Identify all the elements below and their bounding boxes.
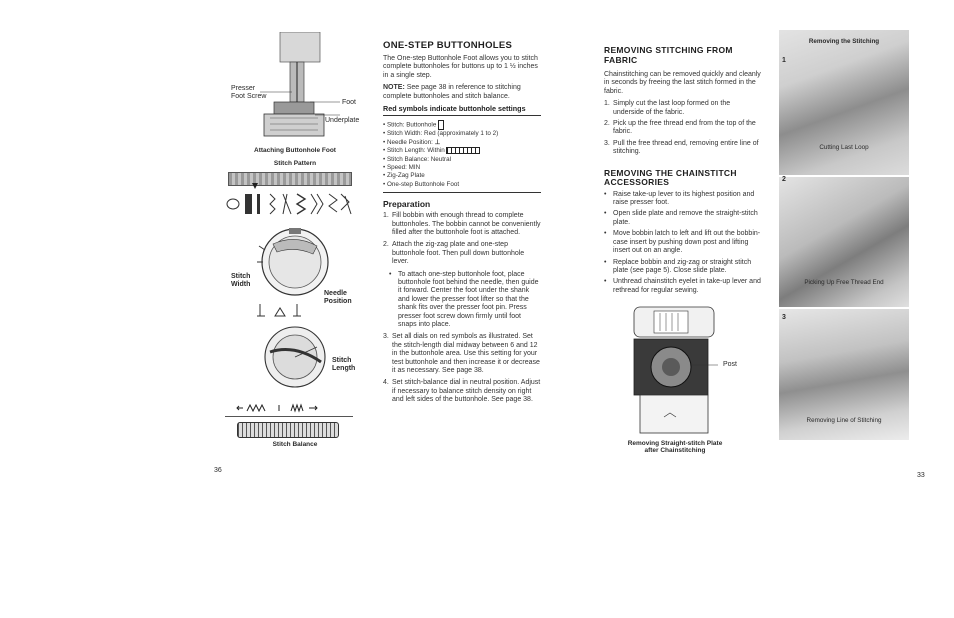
picking-thread-photo [779, 177, 909, 307]
removing-step: 1. Simply cut the last loop formed on the underside of the fabric. [604, 100, 731, 116]
underplate-label: Underplate [325, 117, 360, 124]
accessories-list [604, 191, 761, 295]
length-range-icon [446, 147, 480, 154]
bobbin-plate-illustration [630, 305, 720, 435]
removing-steps [604, 100, 761, 156]
accessory-step: • Replace bobbin and zig-zag or straight stitch plate (see page 5). Close slide plate. [604, 258, 752, 274]
prep-step: 2. Attach the zig-zag plate and one-step buttonhole foot. Then pull down buttonhole lever. [383, 241, 525, 266]
settings-top-rule [383, 115, 541, 116]
foot-label: Foot [342, 99, 357, 106]
stitch-balance-symbols [235, 403, 355, 413]
stitch-balance-label: Stitch Balance [272, 441, 318, 448]
setting-item: • Stitch: Buttonhole [383, 120, 541, 130]
photo-caption: Cutting Last Loop [819, 144, 869, 151]
photo-header: Removing the Stitching [808, 38, 880, 45]
prep-sub-step: • To attach one-step buttonhole foot, place buttonhole foot behind the needle, then guide it forward. Center the foot under the shank and lower the presser foot lifter so that the shank fits over the presser foot pin. Press presser foot screw down firmly until foot snaps into place. [389, 270, 539, 328]
removing-intro: Chainstitching can be removed quickly and cleanly in seconds by freeing the last stitch formed in the fabric. [604, 71, 761, 95]
removing-step: 2. Pick up the free thread end from the top of the fabric. [604, 120, 756, 136]
photo-number: 2 [782, 176, 786, 183]
prep-step: 1. Fill bobbin with enough thread to complete buttonholes. The bobbin cannot be conveniently filled after the buttonhole foot is attached. [383, 212, 541, 236]
settings-heading: Red symbols indicate buttonhole settings [383, 104, 526, 114]
preparation-heading: Preparation [383, 199, 431, 210]
needle-symbol-icon: ⊥ [434, 138, 441, 146]
stitch-length-dial [255, 322, 335, 392]
setting-item: • Zig-Zag Plate [383, 172, 425, 180]
needle-position-label: Needle Position [324, 290, 352, 305]
note-paragraph [383, 84, 541, 101]
needle-position-icons [255, 302, 305, 322]
photo-number: 1 [782, 57, 786, 64]
prep-step: 3. Set all dials on red symbols as illustrated. Set the stitch-length dial midway between 6 and 12 in the buttonhole area. Use this setting for your test buttonhole and then increase it or decrease it as necessary. See page 38. [383, 333, 540, 375]
setting-item: • Stitch Length: Within [383, 147, 541, 156]
stitch-pattern-strip [228, 172, 352, 186]
setting-item: • Stitch Width: Red (approximately 1 to 2) [383, 130, 499, 138]
stitch-symbols-row [225, 190, 355, 218]
left-illustrations [225, 32, 360, 452]
note-text: See page 38 in reference to stitching complete buttonholes and stitch balance. [383, 84, 521, 100]
note-label: NOTE: [383, 84, 405, 92]
balance-divider [225, 416, 353, 417]
stitch-length-label: Stitch Length [332, 357, 356, 372]
removing-step: 3. Pull the free thread end, removing entire line of stitching. [604, 139, 759, 156]
buttonhole-symbol-icon [438, 120, 444, 130]
left-page-number: 36 [214, 467, 222, 474]
intro-paragraph: The One-step Buttonhole Foot allows you to stitch complete buttonholes for buttons up to 1 ½ inches in a single step. [383, 55, 538, 79]
one-step-title: ONE-STEP BUTTONHOLES [383, 40, 513, 51]
photo-strip [779, 30, 909, 440]
photo-caption: Removing Line of Stitching [806, 417, 882, 424]
removing-stitching-title: REMOVING STITCHING FROM FABRIC [604, 45, 733, 65]
preparation-steps [383, 212, 541, 405]
stitch-balance-dial [237, 422, 339, 438]
middle-column [383, 40, 541, 405]
accessory-step: • Raise take-up lever to its highest position and raise presser foot. [604, 190, 755, 207]
bobbin-plate-caption: Removing Straight-stitch Plate after Chainstitching [627, 440, 723, 454]
setting-item: • Speed: MIN [383, 163, 421, 171]
setting-item: • Stitch Balance: Neutral [383, 155, 452, 163]
stitch-width-label: Stitch Width [231, 273, 251, 288]
photo-number: 3 [782, 314, 786, 321]
presser-foot-screw-label: Presser Foot Screw [231, 85, 267, 100]
accessory-step: • Move bobbin latch to left and lift out the bobbin-case insert by pushing down post and lifting insert out on an angle. [604, 230, 761, 255]
photo-caption: Picking Up Free Thread End [804, 279, 884, 286]
setting-item: • One-step Buttonhole Foot [383, 180, 460, 188]
stitch-pattern-label: Stitch Pattern [273, 160, 317, 167]
post-label: Post [723, 361, 738, 368]
settings-bottom-rule [383, 192, 541, 193]
accessory-step: • Open slide plate and remove the straight-stitch plate. [604, 210, 758, 226]
setting-item: • Needle Position: ⊥ [383, 138, 441, 146]
prep-step: 4. Set stitch-balance dial in neutral position. Adjust if necessary to balance stitch density on right and left sides of the buttonhole. See page 38. [383, 379, 541, 404]
settings-list [383, 120, 541, 189]
accessories-title: REMOVING THE CHAINSTITCH ACCESSORIES [604, 167, 737, 188]
right-column [604, 45, 761, 295]
right-page-number: 33 [917, 472, 925, 479]
cutting-loop-photo [779, 30, 909, 175]
attaching-caption: Attaching Buttonhole Foot [254, 147, 336, 154]
accessory-step: • Unthread chainstitch eyelet in take-up lever and rethread for regular sewing. [604, 278, 761, 294]
pattern-pointer-icon [252, 183, 258, 189]
